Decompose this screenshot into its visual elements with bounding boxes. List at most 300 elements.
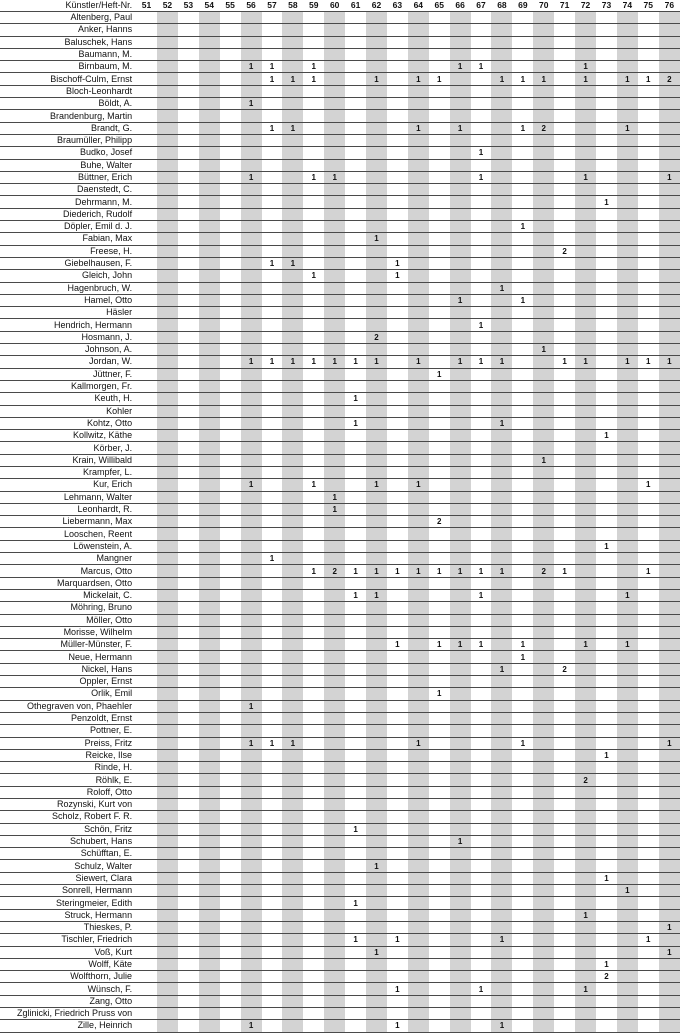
count-cell — [366, 110, 387, 122]
table-row — [0, 712, 680, 724]
count-cell — [282, 774, 303, 786]
count-cell — [157, 725, 178, 737]
count-cell — [659, 24, 680, 36]
count-cell — [471, 73, 492, 85]
count-cell — [303, 528, 324, 540]
count-cell — [638, 417, 659, 429]
count-cell — [366, 663, 387, 675]
count-cell: 1 — [533, 454, 554, 466]
count-cell — [617, 98, 638, 110]
count-cell — [596, 454, 617, 466]
count-cell — [262, 835, 283, 847]
count-cell — [199, 614, 220, 626]
count-cell — [596, 405, 617, 417]
count-cell — [512, 24, 533, 36]
count-cell — [471, 860, 492, 872]
count-cell — [303, 417, 324, 429]
count-cell — [408, 749, 429, 761]
count-cell — [575, 921, 596, 933]
table-row — [0, 958, 680, 970]
count-cell — [136, 122, 157, 134]
count-cell — [471, 909, 492, 921]
count-cell — [220, 319, 241, 331]
count-cell — [659, 983, 680, 995]
count-cell — [408, 294, 429, 306]
count-cell — [241, 196, 262, 208]
count-cell — [157, 983, 178, 995]
count-cell — [533, 270, 554, 282]
count-cell: 1 — [596, 872, 617, 884]
count-cell — [220, 676, 241, 688]
count-cell — [596, 909, 617, 921]
count-cell — [429, 799, 450, 811]
count-cell — [471, 737, 492, 749]
count-cell — [575, 897, 596, 909]
count-cell — [554, 725, 575, 737]
count-cell — [199, 688, 220, 700]
count-cell — [157, 282, 178, 294]
count-cell — [554, 712, 575, 724]
count-cell — [471, 282, 492, 294]
count-cell — [429, 921, 450, 933]
count-cell — [429, 479, 450, 491]
count-cell — [659, 98, 680, 110]
count-cell — [157, 897, 178, 909]
artist-name: Marcus, Otto — [0, 565, 136, 577]
count-cell — [491, 614, 512, 626]
count-cell — [136, 823, 157, 835]
count-cell — [199, 491, 220, 503]
count-cell — [136, 700, 157, 712]
count-cell — [638, 663, 659, 675]
count-cell — [450, 1008, 471, 1020]
count-cell — [575, 319, 596, 331]
count-cell — [450, 848, 471, 860]
count-cell — [408, 184, 429, 196]
count-cell — [220, 786, 241, 798]
count-cell — [554, 61, 575, 73]
count-cell — [136, 491, 157, 503]
count-cell — [303, 147, 324, 159]
count-cell — [262, 221, 283, 233]
artist-name: Döpler, Emil d. J. — [0, 221, 136, 233]
count-cell — [345, 577, 366, 589]
count-cell — [220, 307, 241, 319]
count-cell — [366, 503, 387, 515]
count-cell — [512, 430, 533, 442]
count-cell — [408, 208, 429, 220]
count-cell — [450, 872, 471, 884]
count-cell — [471, 946, 492, 958]
count-cell — [220, 1008, 241, 1020]
count-cell — [324, 799, 345, 811]
count-cell — [345, 639, 366, 651]
count-cell — [241, 270, 262, 282]
count-cell — [512, 934, 533, 946]
count-cell — [157, 909, 178, 921]
count-cell — [324, 294, 345, 306]
count-cell — [596, 1020, 617, 1032]
count-cell — [491, 110, 512, 122]
count-cell — [429, 184, 450, 196]
count-cell — [638, 885, 659, 897]
count-cell — [262, 626, 283, 638]
count-cell — [638, 430, 659, 442]
count-cell — [199, 245, 220, 257]
count-cell: 1 — [575, 909, 596, 921]
count-cell — [303, 774, 324, 786]
artist-name: Budko, Josef — [0, 147, 136, 159]
count-cell — [387, 589, 408, 601]
count-cell — [471, 1020, 492, 1032]
count-cell — [136, 380, 157, 392]
count-cell — [324, 983, 345, 995]
table-row — [0, 442, 680, 454]
count-cell — [199, 823, 220, 835]
count-cell — [533, 36, 554, 48]
count-cell — [241, 528, 262, 540]
count-cell — [596, 171, 617, 183]
count-cell: 1 — [512, 639, 533, 651]
count-cell — [617, 208, 638, 220]
count-cell — [491, 319, 512, 331]
count-cell — [533, 786, 554, 798]
count-cell — [471, 688, 492, 700]
count-cell — [282, 651, 303, 663]
count-cell — [554, 774, 575, 786]
count-cell — [408, 835, 429, 847]
count-cell — [136, 737, 157, 749]
count-cell: 1 — [491, 73, 512, 85]
count-cell — [366, 196, 387, 208]
count-cell — [136, 503, 157, 515]
count-cell — [241, 221, 262, 233]
count-cell — [512, 61, 533, 73]
count-cell — [262, 589, 283, 601]
count-cell — [533, 319, 554, 331]
count-cell: 1 — [575, 61, 596, 73]
count-cell — [450, 331, 471, 343]
count-cell — [575, 762, 596, 774]
artist-name: Bischoff-Culm, Ernst — [0, 73, 136, 85]
count-cell — [387, 466, 408, 478]
count-cell — [136, 159, 157, 171]
count-cell — [262, 110, 283, 122]
count-cell — [533, 356, 554, 368]
count-cell — [262, 811, 283, 823]
count-cell — [241, 442, 262, 454]
count-cell — [282, 589, 303, 601]
count-cell — [638, 835, 659, 847]
count-cell — [596, 663, 617, 675]
count-cell — [387, 442, 408, 454]
table-row — [0, 12, 680, 24]
count-cell — [554, 737, 575, 749]
count-cell — [659, 823, 680, 835]
count-cell — [450, 799, 471, 811]
count-cell — [262, 294, 283, 306]
count-cell — [659, 872, 680, 884]
count-cell — [345, 159, 366, 171]
count-cell — [387, 24, 408, 36]
count-cell — [324, 540, 345, 552]
table-row — [0, 540, 680, 552]
count-cell — [136, 356, 157, 368]
count-cell — [387, 61, 408, 73]
count-cell — [512, 885, 533, 897]
count-cell — [450, 368, 471, 380]
count-cell — [366, 12, 387, 24]
count-cell — [303, 503, 324, 515]
count-cell — [450, 503, 471, 515]
count-cell — [554, 147, 575, 159]
count-cell — [408, 319, 429, 331]
count-cell — [408, 491, 429, 503]
count-cell — [262, 614, 283, 626]
count-cell — [429, 958, 450, 970]
count-cell — [345, 430, 366, 442]
artist-name: Looschen, Reent — [0, 528, 136, 540]
count-cell — [596, 122, 617, 134]
count-cell — [157, 479, 178, 491]
count-cell: 1 — [303, 565, 324, 577]
count-cell — [199, 786, 220, 798]
count-cell — [157, 171, 178, 183]
count-cell — [575, 848, 596, 860]
count-cell — [659, 626, 680, 638]
count-cell — [324, 24, 345, 36]
count-cell — [575, 24, 596, 36]
count-cell — [324, 331, 345, 343]
count-cell — [136, 270, 157, 282]
count-cell — [220, 639, 241, 651]
table-row — [0, 921, 680, 933]
count-cell — [429, 676, 450, 688]
count-cell: 1 — [241, 98, 262, 110]
count-cell — [408, 171, 429, 183]
count-cell — [282, 811, 303, 823]
artist-name: Baluschek, Hans — [0, 36, 136, 48]
count-cell — [429, 823, 450, 835]
count-cell — [575, 725, 596, 737]
count-cell — [178, 503, 199, 515]
table-body — [0, 12, 680, 1033]
count-cell — [241, 110, 262, 122]
count-cell — [638, 307, 659, 319]
count-cell — [554, 73, 575, 85]
count-cell — [241, 885, 262, 897]
count-cell — [262, 159, 283, 171]
count-cell — [282, 85, 303, 97]
count-cell — [471, 98, 492, 110]
count-cell — [324, 319, 345, 331]
count-cell — [491, 823, 512, 835]
count-cell — [638, 196, 659, 208]
count-cell — [387, 208, 408, 220]
count-cell — [178, 257, 199, 269]
count-cell — [157, 712, 178, 724]
count-cell — [596, 393, 617, 405]
count-cell — [136, 36, 157, 48]
count-cell — [157, 749, 178, 761]
count-cell — [554, 786, 575, 798]
count-cell — [241, 651, 262, 663]
count-cell — [659, 110, 680, 122]
artist-name: Preiss, Fritz — [0, 737, 136, 749]
count-cell — [596, 577, 617, 589]
count-cell — [554, 983, 575, 995]
count-cell — [136, 762, 157, 774]
count-cell — [450, 786, 471, 798]
artist-name: Brandt, G. — [0, 122, 136, 134]
count-cell — [429, 983, 450, 995]
count-cell — [282, 430, 303, 442]
count-cell — [303, 688, 324, 700]
count-cell — [324, 958, 345, 970]
count-cell — [512, 872, 533, 884]
count-cell — [178, 122, 199, 134]
count-cell — [638, 159, 659, 171]
count-cell: 1 — [575, 356, 596, 368]
count-cell — [533, 393, 554, 405]
count-cell — [638, 553, 659, 565]
count-cell — [471, 897, 492, 909]
count-cell — [596, 774, 617, 786]
count-cell — [178, 134, 199, 146]
count-cell — [366, 466, 387, 478]
count-cell — [387, 307, 408, 319]
count-cell — [345, 663, 366, 675]
count-cell — [241, 405, 262, 417]
table-row — [0, 36, 680, 48]
count-cell — [659, 749, 680, 761]
count-cell — [199, 233, 220, 245]
count-cell — [303, 1008, 324, 1020]
count-cell — [199, 221, 220, 233]
count-cell: 1 — [282, 257, 303, 269]
count-cell — [512, 589, 533, 601]
count-cell — [178, 430, 199, 442]
count-cell: 1 — [282, 356, 303, 368]
count-cell — [199, 577, 220, 589]
count-cell — [178, 98, 199, 110]
count-cell — [178, 12, 199, 24]
table-row — [0, 946, 680, 958]
count-cell — [512, 540, 533, 552]
count-cell — [491, 958, 512, 970]
count-cell — [282, 614, 303, 626]
count-cell — [659, 1020, 680, 1032]
count-cell — [617, 602, 638, 614]
table-row — [0, 184, 680, 196]
count-cell — [554, 282, 575, 294]
count-cell — [241, 233, 262, 245]
count-cell — [429, 725, 450, 737]
count-cell — [220, 479, 241, 491]
count-cell — [157, 835, 178, 847]
count-cell — [533, 725, 554, 737]
count-cell — [471, 24, 492, 36]
count-cell — [638, 184, 659, 196]
count-cell — [282, 848, 303, 860]
count-cell — [136, 1008, 157, 1020]
count-cell — [345, 602, 366, 614]
count-cell — [345, 454, 366, 466]
count-cell — [178, 270, 199, 282]
count-cell — [638, 208, 659, 220]
count-cell — [303, 405, 324, 417]
count-cell — [178, 651, 199, 663]
count-cell — [199, 589, 220, 601]
count-cell — [596, 417, 617, 429]
issue-number-header: 74 — [622, 0, 633, 10]
count-cell — [596, 282, 617, 294]
count-cell — [136, 1020, 157, 1032]
count-cell — [512, 393, 533, 405]
count-cell — [491, 577, 512, 589]
count-cell — [596, 257, 617, 269]
count-cell — [241, 257, 262, 269]
count-cell — [617, 688, 638, 700]
count-cell: 1 — [617, 122, 638, 134]
count-cell — [366, 540, 387, 552]
count-cell — [282, 147, 303, 159]
count-cell — [199, 565, 220, 577]
count-cell — [659, 762, 680, 774]
count-cell — [220, 983, 241, 995]
count-cell — [324, 663, 345, 675]
count-cell — [429, 749, 450, 761]
count-cell — [471, 454, 492, 466]
issue-number-header: 68 — [497, 0, 507, 10]
count-cell — [262, 491, 283, 503]
count-cell — [262, 823, 283, 835]
count-cell — [450, 12, 471, 24]
count-cell — [387, 344, 408, 356]
count-cell — [512, 823, 533, 835]
count-cell — [596, 208, 617, 220]
count-cell — [199, 663, 220, 675]
count-cell — [533, 995, 554, 1007]
count-cell — [387, 872, 408, 884]
table-row — [0, 835, 680, 847]
count-cell — [450, 626, 471, 638]
count-cell — [450, 823, 471, 835]
count-cell — [345, 700, 366, 712]
count-cell — [575, 417, 596, 429]
count-cell — [408, 663, 429, 675]
count-cell — [157, 848, 178, 860]
count-cell — [429, 98, 450, 110]
count-cell — [491, 553, 512, 565]
count-cell — [638, 848, 659, 860]
count-cell — [303, 934, 324, 946]
count-cell: 1 — [366, 565, 387, 577]
count-cell — [638, 971, 659, 983]
count-cell — [429, 971, 450, 983]
count-cell: 1 — [533, 344, 554, 356]
count-cell — [199, 774, 220, 786]
count-cell — [491, 639, 512, 651]
count-cell: 1 — [471, 983, 492, 995]
count-cell — [429, 909, 450, 921]
count-cell — [220, 73, 241, 85]
table-row — [0, 909, 680, 921]
count-cell — [554, 614, 575, 626]
count-cell — [533, 983, 554, 995]
artist-name: Diederich, Rudolf — [0, 208, 136, 220]
count-cell — [450, 762, 471, 774]
